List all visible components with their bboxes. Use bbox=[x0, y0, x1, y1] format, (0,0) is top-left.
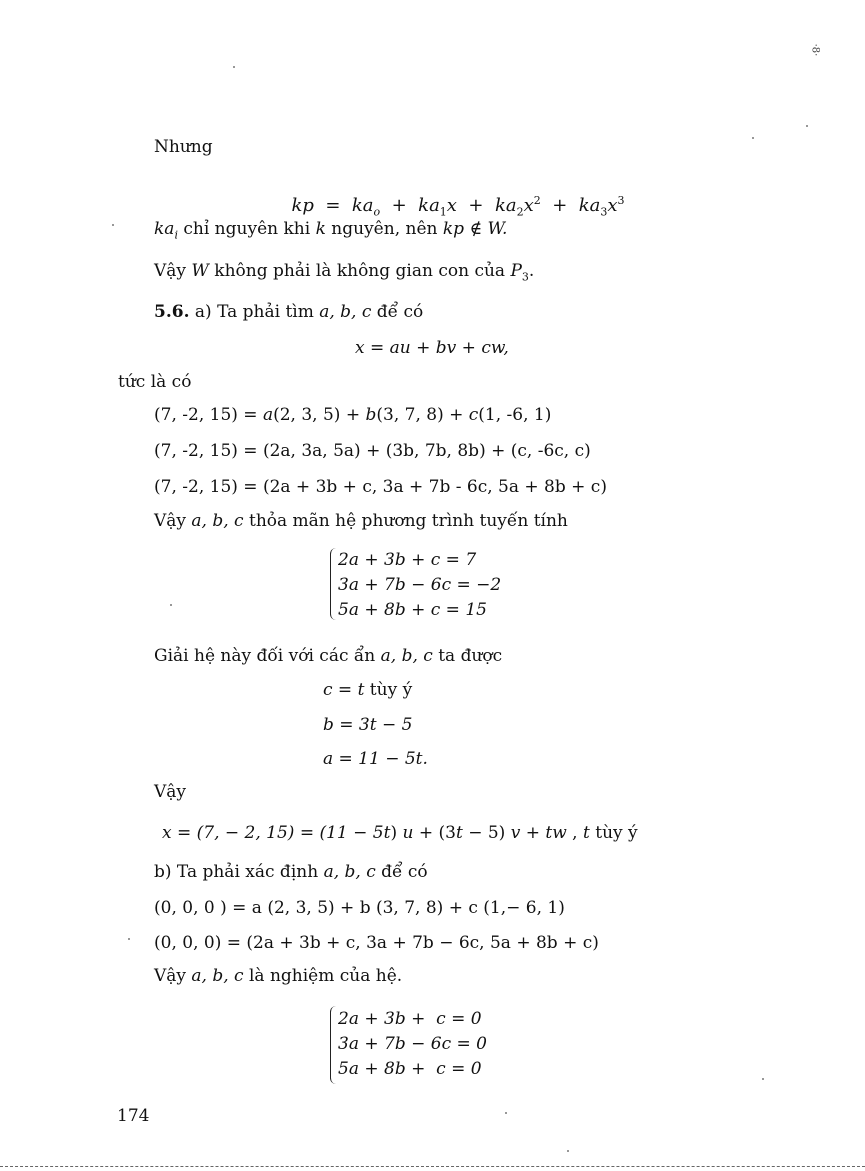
sx-e: + bbox=[520, 823, 546, 843]
equation-x-combo: x = au + bv + cw, bbox=[355, 338, 509, 358]
kai-text: chỉ nguyên khi bbox=[177, 219, 316, 239]
eq1-g: (1, -6, 1) bbox=[478, 405, 552, 425]
ng-b: là nghiệm của hệ. bbox=[243, 966, 403, 986]
vayw-a: Vậy bbox=[154, 261, 192, 281]
vayw-W: W bbox=[191, 261, 209, 281]
eq-x: x bbox=[446, 195, 457, 216]
sx-b: ) bbox=[390, 823, 403, 843]
scan-speck bbox=[170, 604, 172, 606]
eq-plus: + bbox=[468, 195, 484, 216]
system1-row1: 2a + 3b + c = 7 bbox=[338, 550, 477, 570]
solution-b: b = 3t − 5 bbox=[323, 715, 413, 735]
p56-a: a) Ta phải tìm bbox=[189, 302, 320, 322]
scan-speck bbox=[505, 1112, 507, 1114]
gh-vars: a, b, c bbox=[380, 646, 433, 666]
problem-number: 5.6. bbox=[154, 302, 190, 322]
system-brace-2 bbox=[330, 1006, 337, 1084]
vayw-P: P bbox=[510, 261, 522, 281]
page-number: 174 bbox=[117, 1106, 150, 1126]
p56-b: để có bbox=[371, 302, 424, 322]
text-line-vay: Vậy bbox=[154, 782, 187, 802]
eq-term: ka bbox=[351, 195, 374, 216]
eq-sub: 3 bbox=[600, 205, 608, 219]
sx-a: x = (7, − 2, 15) = (11 − 5 bbox=[162, 823, 384, 843]
kai-sub: i bbox=[174, 228, 178, 242]
scan-speck bbox=[128, 938, 130, 940]
system1-row3: 5a + 8b + c = 15 bbox=[338, 600, 487, 620]
sx-t2: t bbox=[455, 823, 463, 843]
sol-c-expr: c = t bbox=[323, 680, 365, 700]
tm-b: thỏa mãn hệ phương trình tuyến tính bbox=[243, 511, 568, 531]
eq-sub: o bbox=[373, 205, 381, 219]
scan-speck bbox=[233, 66, 235, 68]
text-line-vay-w bbox=[154, 261, 535, 284]
text-line-thoa-man bbox=[154, 511, 568, 531]
eq1-f: c bbox=[468, 405, 479, 425]
eq-plus: + bbox=[391, 195, 407, 216]
kai-kp: kp bbox=[442, 219, 465, 239]
sx-c: + (3 bbox=[413, 823, 456, 843]
sx-t3: t bbox=[583, 823, 590, 843]
eq-sup: 2 bbox=[533, 194, 541, 207]
gh-b: ta được bbox=[432, 646, 503, 666]
eq-sub: 1 bbox=[439, 205, 447, 219]
scan-speck bbox=[752, 137, 754, 139]
eq1-c: (2, 3, 5) + bbox=[273, 405, 366, 425]
eq-term: ka bbox=[578, 195, 601, 216]
problem-5-6-a bbox=[154, 302, 423, 322]
vayw-c: . bbox=[528, 261, 535, 281]
equation-line-3: (7, -2, 15) = (2a + 3b + c, 3a + 7b - 6c, 5a + 8b + c) bbox=[154, 477, 607, 497]
sx-d: − 5) bbox=[462, 823, 511, 843]
scan-speck bbox=[762, 1078, 764, 1080]
eq-kp: kp bbox=[291, 195, 314, 216]
problem-5-6-b bbox=[154, 862, 428, 882]
eq-sup: 3 bbox=[617, 194, 625, 207]
kai-text2: nguyên, nên bbox=[325, 219, 443, 239]
solution-c bbox=[323, 680, 412, 700]
equation-zero-2: (0, 0, 0) = (2a + 3b + c, 3a + 7b − 6c, 5a + 8b + c) bbox=[154, 933, 599, 953]
pb-vars: a, b, c bbox=[323, 862, 376, 882]
corner-mark: ·8· bbox=[809, 43, 821, 57]
eq-sub: 2 bbox=[516, 205, 524, 219]
text-line-tuc-la-co: tức là có bbox=[118, 372, 192, 392]
equation-solution-x bbox=[162, 823, 638, 843]
solution-a: a = 11 − 5t. bbox=[323, 749, 428, 769]
tm-a: Vậy bbox=[154, 511, 192, 531]
equation-zero-1: (0, 0, 0 ) = a (2, 3, 5) + b (3, 7, 8) + c (1,− 6, 1) bbox=[154, 898, 565, 918]
sol-c-text: tùy ý bbox=[364, 680, 413, 700]
sx-tw: tw bbox=[545, 823, 567, 843]
text-line-kai bbox=[154, 219, 508, 242]
eq1-b: a bbox=[262, 405, 274, 425]
ng-vars: a, b, c bbox=[191, 966, 244, 986]
sx-u: u bbox=[402, 823, 414, 843]
system2-row1: 2a + 3b + c = 0 bbox=[338, 1009, 482, 1029]
ng-a: Vậy bbox=[154, 966, 192, 986]
tm-vars: a, b, c bbox=[191, 511, 244, 531]
equation-line-2: (7, -2, 15) = (2a, 3a, 5a) + (3b, 7b, 8b) + (c, -6c, c) bbox=[154, 441, 591, 461]
kai-W: W. bbox=[487, 219, 508, 239]
pb-a: b) Ta phải xác định bbox=[154, 862, 324, 882]
text-line-nghiem bbox=[154, 966, 402, 986]
eq-sign: = bbox=[325, 195, 341, 216]
eq-term: ka bbox=[418, 195, 440, 216]
eq1-a: (7, -2, 15) = bbox=[154, 405, 263, 425]
kp-equation bbox=[280, 176, 625, 219]
text-line-nhung: Nhưng bbox=[154, 137, 213, 157]
text-line-giai-he bbox=[154, 646, 502, 666]
kai-notin: ∉ bbox=[464, 219, 488, 239]
equation-line-1 bbox=[154, 405, 551, 425]
scan-speck bbox=[567, 1150, 569, 1152]
eq1-e: (3, 7, 8) + bbox=[376, 405, 469, 425]
scan-speck bbox=[112, 224, 114, 226]
system-brace-1 bbox=[330, 548, 337, 620]
eq-x: x bbox=[523, 195, 534, 216]
scan-speck bbox=[806, 125, 808, 127]
eq1-d: b bbox=[365, 405, 377, 425]
scan-edge-line bbox=[0, 1166, 865, 1167]
kai-k: k bbox=[315, 219, 326, 239]
system1-row2: 3a + 7b − 6c = −2 bbox=[338, 575, 502, 595]
kai-term: ka bbox=[154, 219, 175, 239]
sx-v: v bbox=[510, 823, 521, 843]
pb-b: để có bbox=[375, 862, 428, 882]
eq-plus: + bbox=[552, 195, 568, 216]
sx-g: tùy ý bbox=[589, 823, 638, 843]
system2-row3: 5a + 8b + c = 0 bbox=[338, 1059, 482, 1079]
sx-f: , bbox=[566, 823, 583, 843]
eq-term: ka bbox=[494, 195, 517, 216]
vayw-sub: 3 bbox=[521, 270, 529, 284]
gh-a: Giải hệ này đối với các ẩn bbox=[154, 646, 381, 666]
system2-row2: 3a + 7b − 6c = 0 bbox=[338, 1034, 487, 1054]
sx-t1: t bbox=[383, 823, 391, 843]
eq-x: x bbox=[607, 195, 618, 216]
vayw-b: không phải là không gian con của bbox=[208, 261, 511, 281]
p56-vars: a, b, c bbox=[319, 302, 372, 322]
